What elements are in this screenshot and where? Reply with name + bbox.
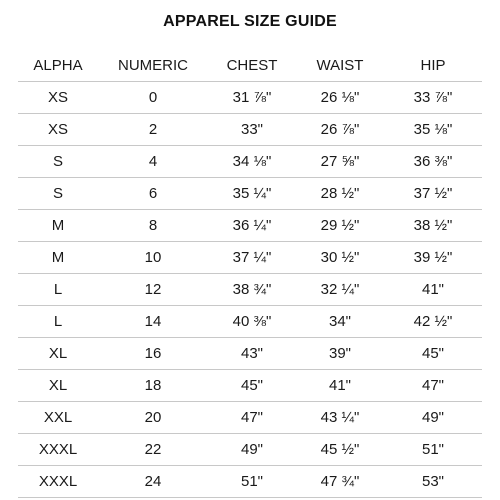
table-cell-chest: 37 ¼" bbox=[208, 242, 296, 274]
table-cell-alpha: S bbox=[18, 146, 98, 178]
table-cell-numeric: 20 bbox=[98, 402, 208, 434]
table-cell-alpha: XL bbox=[18, 338, 98, 370]
table-cell-waist: 26 ⅛" bbox=[296, 82, 384, 114]
table-cell-chest: 38 ¾" bbox=[208, 274, 296, 306]
table-row bbox=[18, 434, 482, 466]
table-cell-waist: 29 ½" bbox=[296, 210, 384, 242]
table-cell-waist: 39" bbox=[296, 338, 384, 370]
table-cell-chest: 34 ⅛" bbox=[208, 146, 296, 178]
table-cell-waist: 45 ½" bbox=[296, 434, 384, 466]
column-header-chest: CHEST bbox=[208, 50, 296, 82]
table-body bbox=[18, 82, 482, 498]
table-cell-waist: 30 ½" bbox=[296, 242, 384, 274]
table-cell-alpha: XXXL bbox=[18, 434, 98, 466]
table-cell-numeric: 10 bbox=[98, 242, 208, 274]
table-row bbox=[18, 114, 482, 146]
table-cell-hip: 35 ⅛" bbox=[384, 114, 482, 146]
table-cell-numeric: 2 bbox=[98, 114, 208, 146]
table-cell-hip: 53" bbox=[384, 466, 482, 498]
table-cell-alpha: S bbox=[18, 178, 98, 210]
table-cell-alpha: XS bbox=[18, 82, 98, 114]
column-header-numeric: NUMERIC bbox=[98, 50, 208, 82]
table-cell-chest: 36 ¼" bbox=[208, 210, 296, 242]
table-row bbox=[18, 242, 482, 274]
table-cell-hip: 38 ½" bbox=[384, 210, 482, 242]
table-cell-hip: 36 ⅜" bbox=[384, 146, 482, 178]
column-header-hip: HIP bbox=[384, 50, 482, 82]
column-header-alpha: ALPHA bbox=[18, 50, 98, 82]
table-cell-hip: 47" bbox=[384, 370, 482, 402]
table-cell-numeric: 24 bbox=[98, 466, 208, 498]
column-header-waist: WAIST bbox=[296, 50, 384, 82]
table-row bbox=[18, 146, 482, 178]
table-cell-hip: 33 ⅞" bbox=[384, 82, 482, 114]
table-cell-chest: 31 ⅞" bbox=[208, 82, 296, 114]
table-cell-chest: 47" bbox=[208, 402, 296, 434]
table-cell-waist: 34" bbox=[296, 306, 384, 338]
table-row bbox=[18, 306, 482, 338]
table-cell-waist: 41" bbox=[296, 370, 384, 402]
table-row bbox=[18, 338, 482, 370]
table-cell-hip: 37 ½" bbox=[384, 178, 482, 210]
table-cell-hip: 41" bbox=[384, 274, 482, 306]
table-cell-chest: 51" bbox=[208, 466, 296, 498]
table-cell-numeric: 4 bbox=[98, 146, 208, 178]
table-cell-waist: 28 ½" bbox=[296, 178, 384, 210]
table-cell-hip: 39 ½" bbox=[384, 242, 482, 274]
table-cell-hip: 49" bbox=[384, 402, 482, 434]
table-cell-alpha: M bbox=[18, 210, 98, 242]
table-cell-waist: 43 ¼" bbox=[296, 402, 384, 434]
table-cell-waist: 27 ⅝" bbox=[296, 146, 384, 178]
table-row bbox=[18, 466, 482, 498]
table-cell-alpha: XXXL bbox=[18, 466, 98, 498]
table-cell-chest: 35 ¼" bbox=[208, 178, 296, 210]
table-cell-hip: 42 ½" bbox=[384, 306, 482, 338]
table-row bbox=[18, 82, 482, 114]
table-cell-numeric: 0 bbox=[98, 82, 208, 114]
table-cell-numeric: 22 bbox=[98, 434, 208, 466]
table-cell-chest: 40 ⅜" bbox=[208, 306, 296, 338]
table-cell-waist: 32 ¼" bbox=[296, 274, 384, 306]
table-cell-hip: 45" bbox=[384, 338, 482, 370]
table-cell-numeric: 16 bbox=[98, 338, 208, 370]
table-cell-alpha: XS bbox=[18, 114, 98, 146]
table-cell-numeric: 8 bbox=[98, 210, 208, 242]
size-guide-table bbox=[18, 50, 482, 498]
table-cell-numeric: 6 bbox=[98, 178, 208, 210]
table-cell-chest: 43" bbox=[208, 338, 296, 370]
table-cell-chest: 49" bbox=[208, 434, 296, 466]
table-header-row bbox=[18, 50, 482, 82]
table-cell-chest: 33" bbox=[208, 114, 296, 146]
table-row bbox=[18, 402, 482, 434]
table-row bbox=[18, 274, 482, 306]
table-cell-numeric: 14 bbox=[98, 306, 208, 338]
table-cell-alpha: XL bbox=[18, 370, 98, 402]
table-cell-waist: 26 ⅞" bbox=[296, 114, 384, 146]
table-cell-alpha: M bbox=[18, 242, 98, 274]
table-cell-waist: 47 ¾" bbox=[296, 466, 384, 498]
table-cell-alpha: L bbox=[18, 274, 98, 306]
table-cell-alpha: L bbox=[18, 306, 98, 338]
table-row bbox=[18, 370, 482, 402]
table-cell-numeric: 12 bbox=[98, 274, 208, 306]
table-cell-numeric: 18 bbox=[98, 370, 208, 402]
table-cell-hip: 51" bbox=[384, 434, 482, 466]
table-row bbox=[18, 178, 482, 210]
table-row bbox=[18, 210, 482, 242]
page-title: APPAREL SIZE GUIDE bbox=[163, 13, 337, 30]
table-cell-alpha: XXL bbox=[18, 402, 98, 434]
table-cell-chest: 45" bbox=[208, 370, 296, 402]
